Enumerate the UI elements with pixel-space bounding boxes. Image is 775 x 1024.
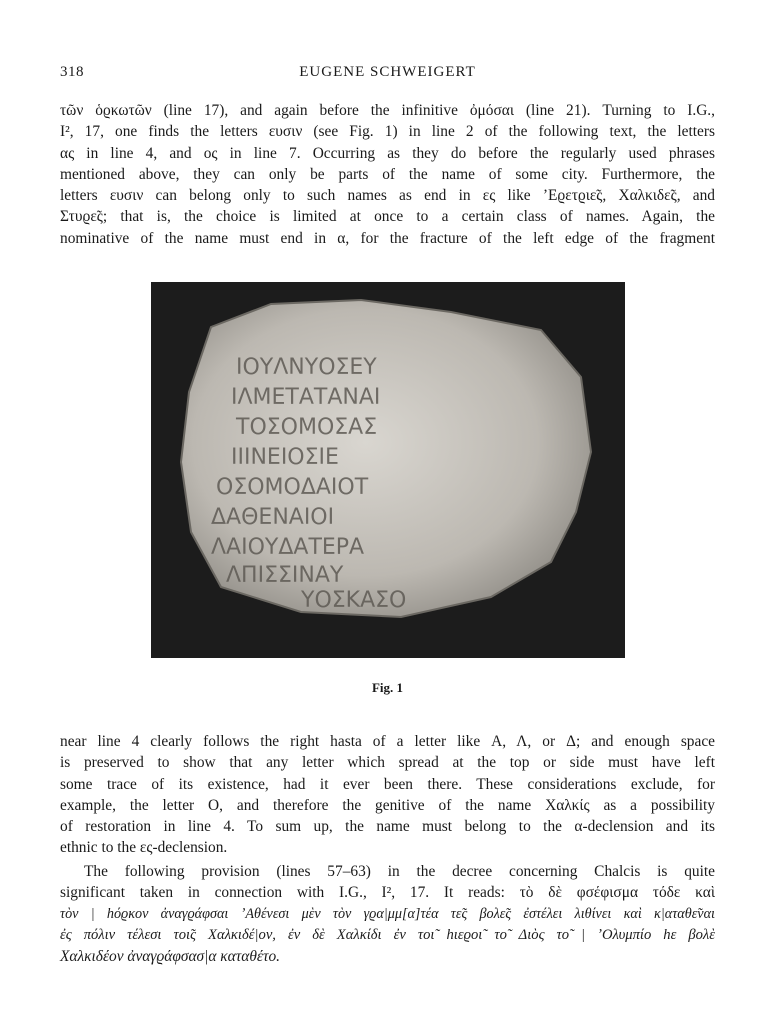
text-line: The following provision (lines 57–63) in the decree concerning Chalcis is quite [84,863,715,880]
text-line: of restoration in line 4. To sum up, the name must belong to the α-declension and its [60,818,715,836]
inscription-line: ΙΙΙΝΕΙΟΣΙΕ [231,445,339,470]
inscription-line: ΙΟΥΛΝΥΟΣΕΥ [236,355,377,380]
text-line: ας in line 4, and ος in line 7. Occurring as they do before the regularly used phrases [60,144,715,162]
text-line: is preserved to show that any letter which spread at the top or side must have left [60,754,715,772]
inscription-photo [151,282,625,658]
text-line: near line 4 clearly follows the right hasta of a letter like Α, Λ, or Δ; and enough space [60,733,715,750]
inscription-line: ΙΛΜΕΤΑΤΑΝΑΙ [231,385,381,410]
text-line: τῶν ὁϱκωτῶν (line 17), and again before the infinitive ὀμόσαι (line 21). Turning to I.G., [60,102,715,119]
inscription-line: ΔΑΘΕΝΑΙΟΙ [211,505,335,530]
text-line: Στυϱε̃ς; that is, the choice is limited at once to a certain class of names. Again, the [60,208,715,226]
paragraph-1 [60,100,715,249]
inscription-line: ΛΑΙΟΥΔΑΤΕΡΑ [211,535,365,560]
text-line: ἐς πόλιν τέλεσι τοι̃ς Χαλκιδέ|ον, ἐν δὲ Χαλκίδι ἐν τοι̃ hιεϱοι̃ το̃ Διὸς το̃ | ʼΟλυμπίο hε βολὲ [60,926,715,943]
text-line: I², 17, one finds the letters ευσιν (see Fig. 1) in line 2 of the following text, the letters [60,123,715,141]
text-line: mentioned above, they can only be parts of the name of some city. Furthermore, the [60,165,715,183]
text-line: Χαλκιδέον ἀναγϱάφσασ|α καταθέτο. [60,948,281,966]
text-line: nominative of the name must end in α, for the fracture of the left edge of the fragment [60,229,715,247]
text-line: some trace of its existence, had it ever been there. These considerations exclude, for [60,775,715,793]
paragraph-2 [60,731,715,859]
text-line: τὸν | hόϱκον ἀναγϱάφσαι ʼΑθένεσι μὲν τὸν γϱα|μμ[α]τέα τε̃ς βολε̃ς ἐστέλει λιθίνει καὶ κ|αταθε̃ναι [60,905,715,922]
inscription-line: ΟΣΟΜΟΔΑΙΟΤ [216,475,369,500]
running-head: EUGENE SCHWEIGERT [299,64,476,80]
page-header [60,64,715,84]
text-line: significant taken in connection with I.G., I², 17. It reads: τὸ δὲ φσέφισμα τόδε καὶ [60,884,715,902]
inscription-line: ΥΟΣΚΑΣΟ [301,588,407,613]
paragraph-3 [60,861,715,967]
inscription-line: ΛΠΙΣΣΙΝΑΥ [226,563,344,588]
page-number: 318 [60,64,84,80]
text-line: ethnic to the ες-declension. [60,839,228,857]
text-line: letters ευσιν can belong only to such names as end in ες like ʼΕϱετϱιε̃ς, Χαλκιδε̃ς, and [60,187,715,205]
text-line: example, the letter Ο, and therefore the genitive of the name Χαλκίς as a possibility [60,796,715,814]
stone-fragment-image [151,282,625,658]
inscription-line: ΤΟΣΟΜΟΣΑΣ [236,415,378,440]
figure-caption: Fig. 1 [371,680,404,695]
